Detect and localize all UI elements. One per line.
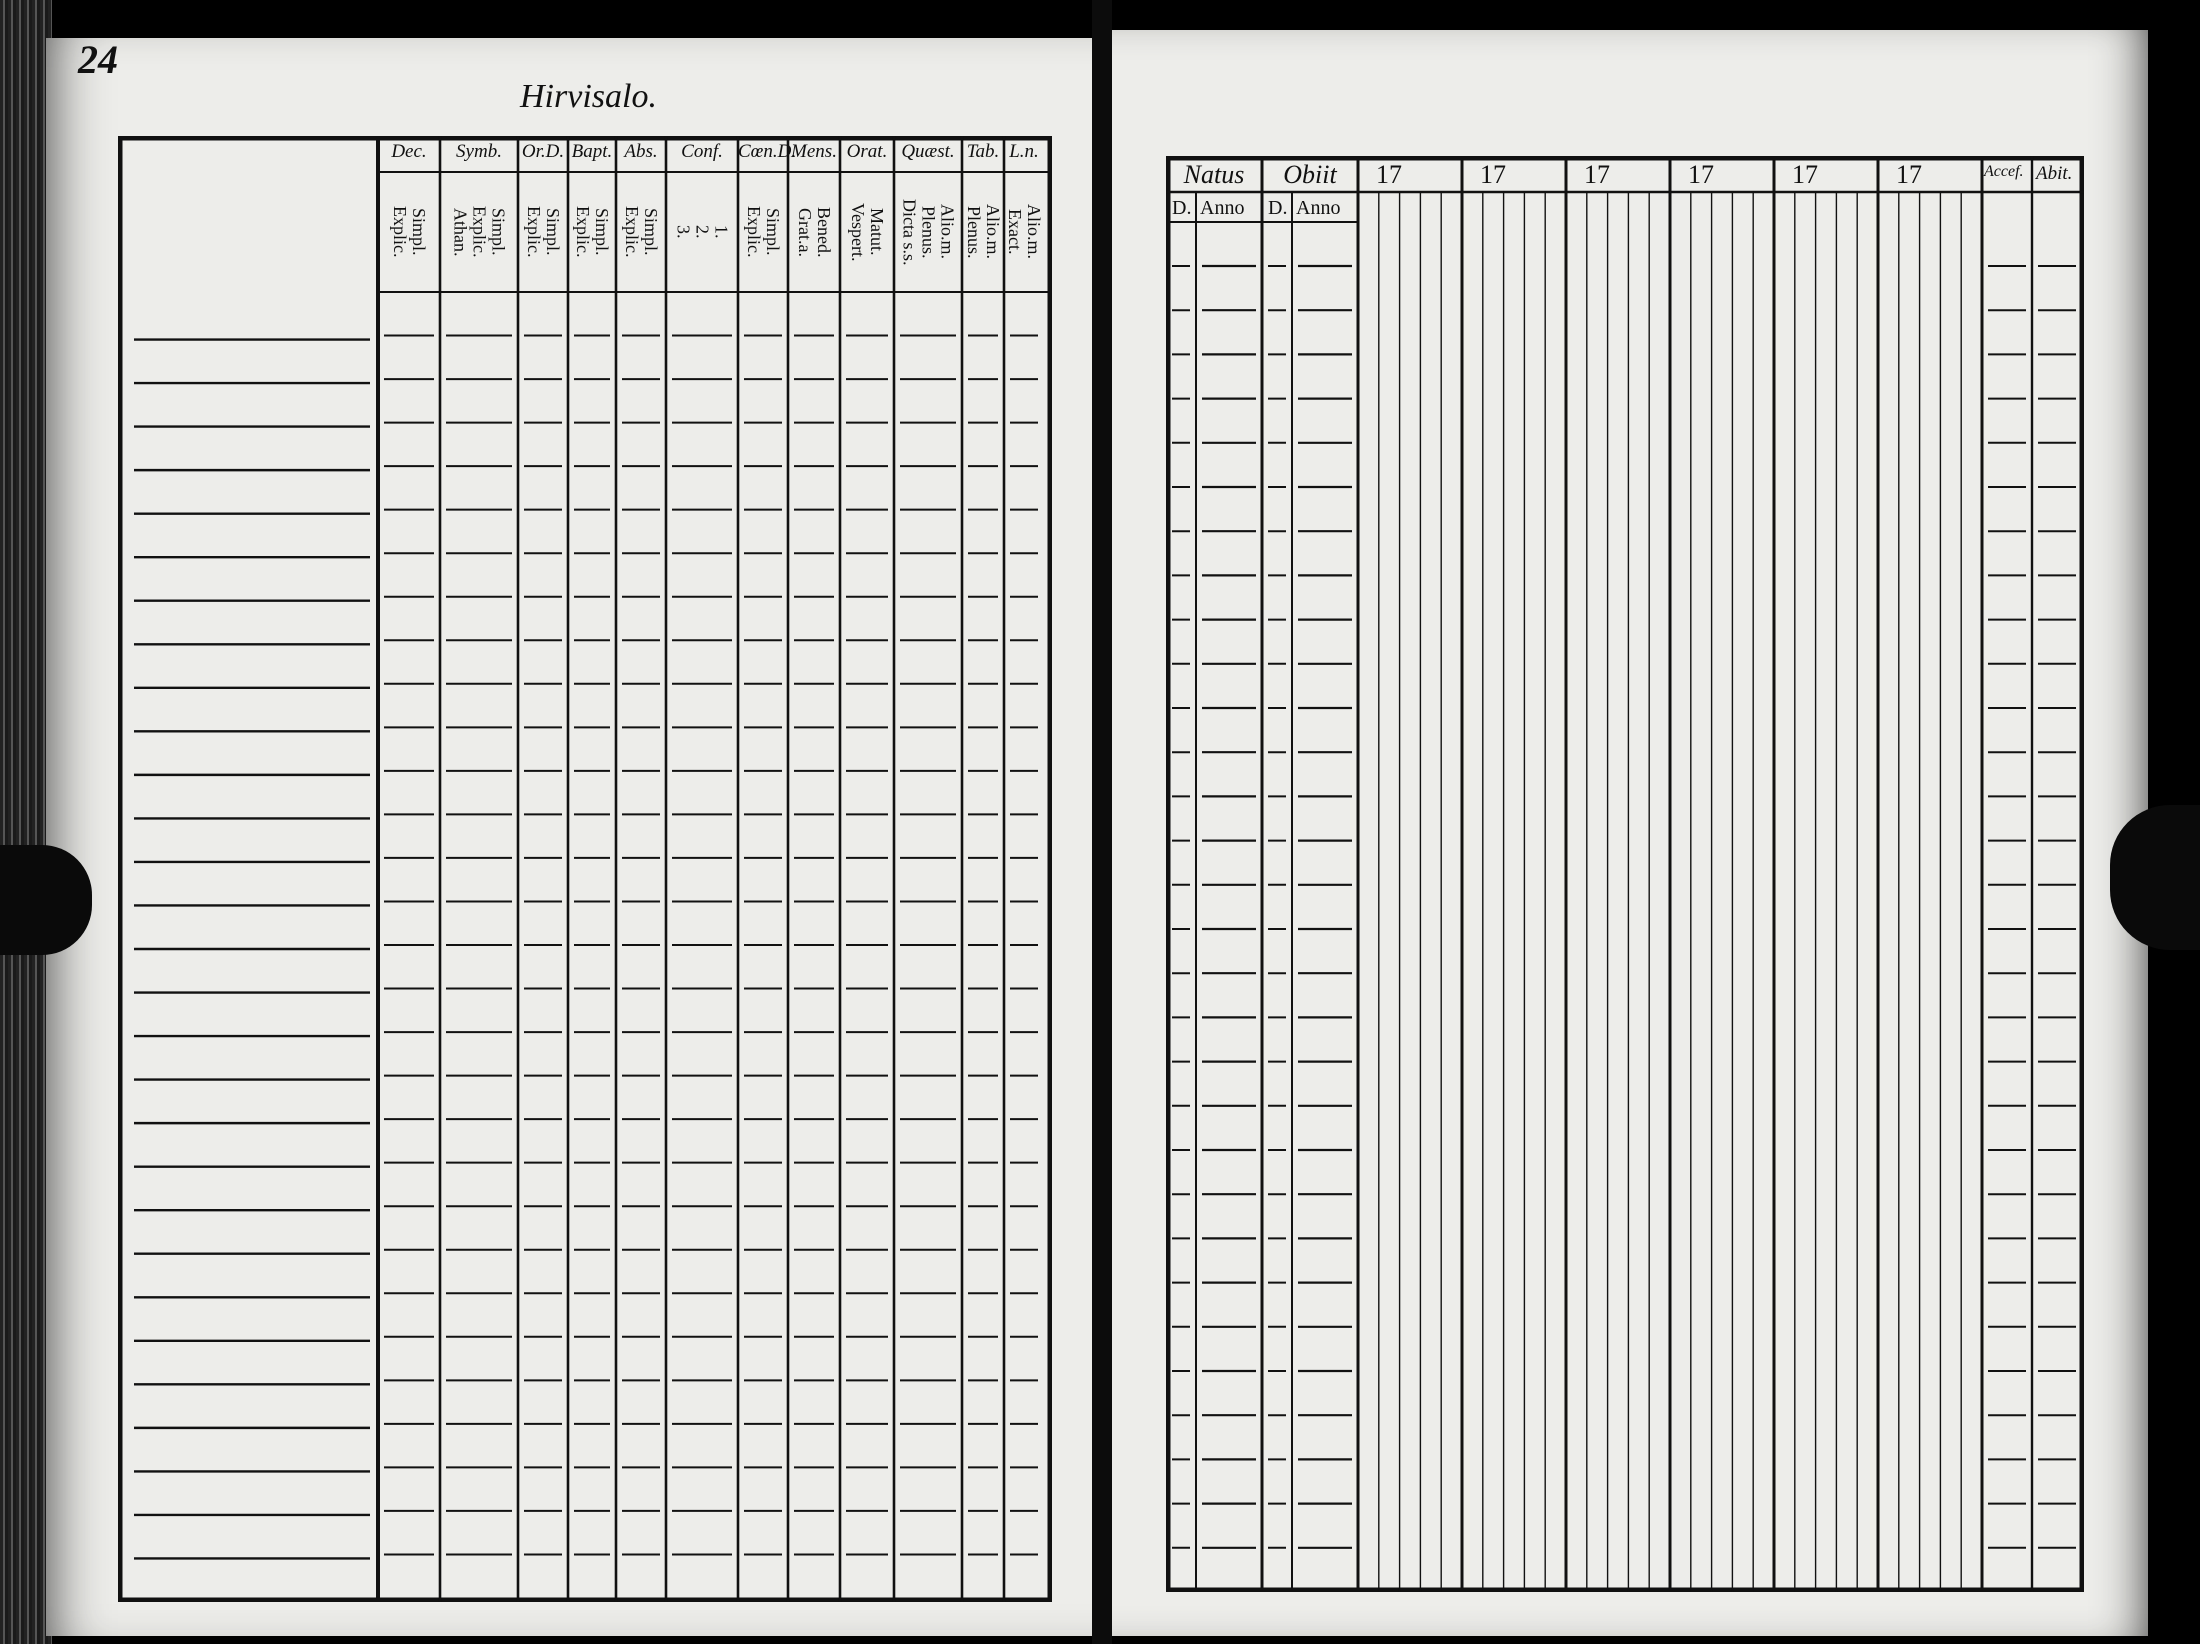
left-col-subheader: Simpl.: [542, 208, 563, 256]
left-col-subheader-cell: [894, 174, 962, 290]
left-col-subheader: Explic.: [622, 206, 642, 258]
obiit-day-label: D.: [1268, 197, 1288, 219]
left-col-subheader: Alio.m.: [1023, 204, 1044, 260]
natus-header: Natus: [1183, 160, 1245, 189]
right-table-frame: [1168, 158, 2082, 1590]
left-col-header: Conf.: [681, 141, 723, 162]
left-col-subheader-cell: [666, 174, 738, 290]
left-col-subheader: Simpl.: [488, 208, 509, 256]
left-col-subheader-cell: [962, 174, 1004, 290]
left-col-subheader: Simpl.: [591, 208, 612, 256]
left-col-subheader-cell: [440, 174, 518, 290]
year-header: 17: [1376, 160, 1402, 189]
left-col-subheader: 1.: [711, 225, 732, 239]
book-binding: [0, 0, 52, 1644]
left-col-subheader-cell: [1004, 174, 1044, 290]
left-col-header: Bapt.: [571, 141, 613, 162]
left-col-subheader: 2.: [692, 225, 713, 239]
accessit-header: Accef.: [1984, 163, 2024, 180]
left-col-subheader: Simpl.: [408, 208, 429, 256]
left-col-subheader: Plenus.: [964, 205, 984, 259]
obiit-header: Obiit: [1283, 160, 1337, 189]
left-col-subheader: Exact.: [1005, 209, 1025, 255]
left-col-subheader: Bened.: [813, 206, 834, 258]
left-register-grid: [118, 136, 1052, 1602]
left-col-subheader: Explic.: [469, 206, 490, 258]
left-col-header: L.n.: [1009, 141, 1039, 162]
left-col-subheader: Vespert.: [848, 202, 868, 262]
left-col-subheader-cell: [788, 174, 840, 290]
left-col-subheader-cell: [568, 174, 616, 290]
left-col-subheader: Plenus.: [918, 205, 939, 259]
left-col-subheader: Simpl.: [762, 208, 783, 256]
left-col-subheader: Explic.: [524, 206, 544, 258]
left-col-subheader-cell: [518, 174, 568, 290]
left-col-subheader: Alio.m.: [982, 204, 1003, 260]
right-register-grid: [1166, 156, 2084, 1592]
natus-day-label: D.: [1172, 197, 1192, 219]
left-col-header: Cœn.D.: [738, 141, 797, 162]
page-clip-right: [2110, 805, 2200, 950]
book-gutter: [1092, 0, 1112, 1644]
left-col-header: Abs.: [624, 141, 658, 162]
left-col-subheader-cell: [378, 174, 440, 290]
left-col-header: Quæst.: [901, 141, 955, 162]
right-register-table: [1166, 156, 2084, 1592]
left-col-subheader: Athan.: [450, 207, 471, 257]
page-number: 24: [78, 37, 118, 82]
left-col-header: Mens.: [791, 141, 837, 162]
left-col-subheader: Alio.m.: [937, 204, 958, 260]
left-col-subheader: Dicta s.s.: [899, 198, 920, 266]
place-title: Hirvisalo.: [520, 78, 657, 115]
left-col-subheader-cell: [840, 174, 894, 290]
year-header: 17: [1480, 160, 1506, 189]
left-col-subheader: 3.: [673, 225, 694, 239]
left-col-header: Tab.: [966, 141, 1000, 162]
left-col-subheader-cell: [616, 174, 666, 290]
year-header: 17: [1688, 160, 1714, 189]
year-header: 17: [1584, 160, 1610, 189]
obiit-year-label: Anno: [1296, 197, 1341, 219]
left-col-subheader: Grat.a.: [795, 207, 815, 257]
left-col-header: Orat.: [846, 141, 888, 162]
left-col-subheader: Explic.: [390, 206, 410, 258]
left-register-table: [118, 136, 1052, 1602]
left-col-header: Or.D.: [521, 141, 565, 162]
left-col-subheader: Simpl.: [640, 208, 661, 256]
page-clip-left: [0, 845, 92, 955]
left-col-subheader: Matut.: [866, 208, 887, 256]
left-col-header: Symb.: [456, 141, 502, 162]
year-header: 17: [1792, 160, 1818, 189]
year-header: 17: [1896, 160, 1922, 189]
left-col-header: Dec.: [391, 141, 427, 162]
left-col-subheader: Explic.: [573, 206, 593, 258]
natus-year-label: Anno: [1200, 197, 1245, 219]
abiit-header: Abit.: [2036, 163, 2073, 184]
left-col-subheader: Explic.: [744, 206, 764, 258]
left-col-subheader-cell: [738, 174, 788, 290]
